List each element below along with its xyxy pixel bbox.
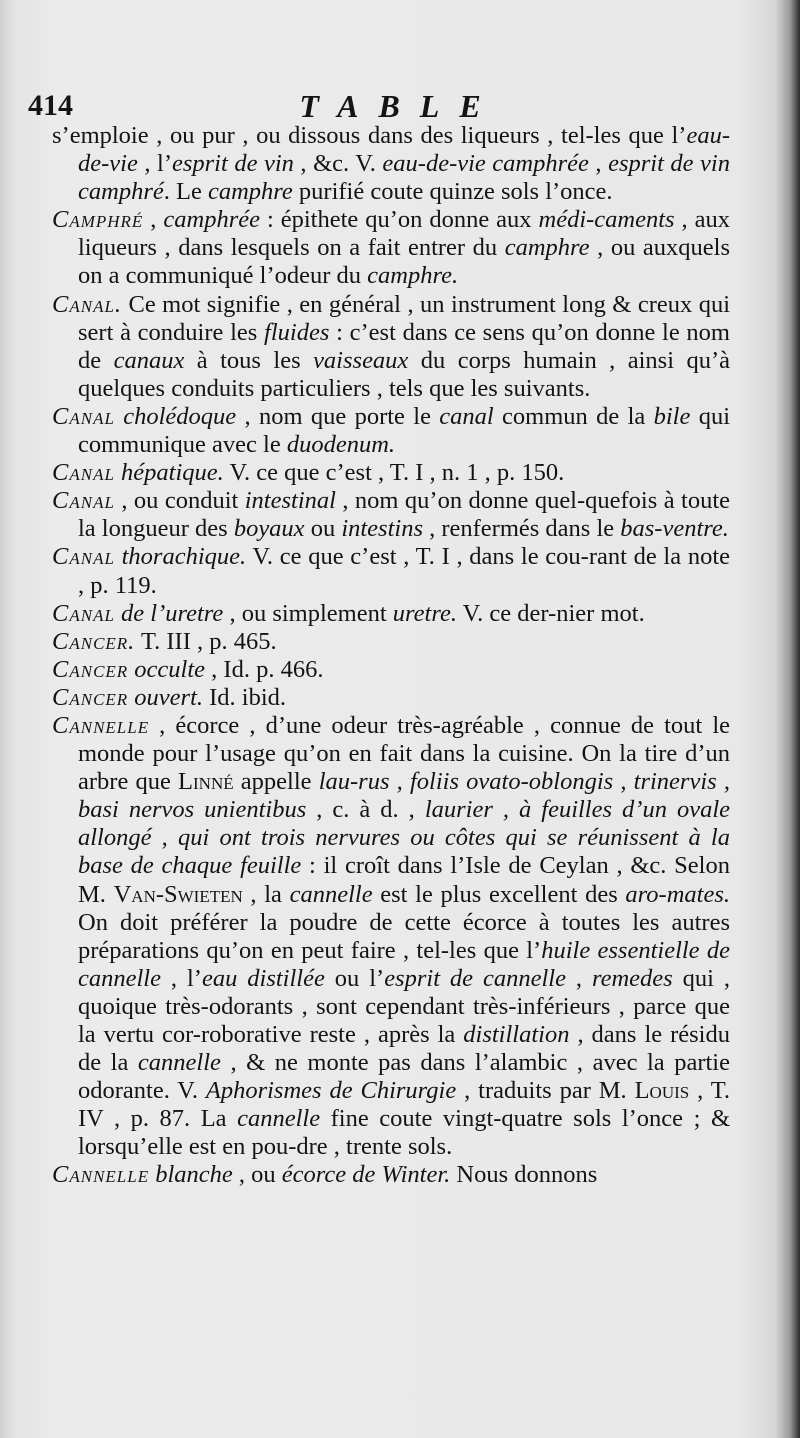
italic-text: vaisseaux bbox=[313, 346, 409, 374]
italic-text: cannelle bbox=[237, 1105, 321, 1133]
italic-text: eau-de-vie bbox=[78, 122, 730, 178]
index-text bbox=[52, 122, 730, 1190]
headword: Camphré bbox=[52, 206, 144, 234]
index-entry: Canal. Ce mot signifie , en général , un instrument long & creux qui sert à conduire les fluides : c’est dans ce sens qu’on donne le nom de canaux à tous les vaisseaux du corps humain , ainsi qu’à quelques conduits particuliers , tels que les suivants. bbox=[52, 290, 730, 402]
italic-text: uretre. bbox=[392, 599, 457, 627]
italic-text: esprit de cannelle bbox=[384, 964, 566, 992]
italic-text: huile essentielle de cannelle bbox=[78, 936, 730, 992]
italic-text: lau-rus , foliis ovato-oblongis , trinervis , basi nervos unientibus bbox=[78, 768, 730, 824]
italic-text: cholédoque bbox=[123, 402, 237, 430]
italic-text: intestins bbox=[341, 515, 423, 543]
index-entry: Canal , ou conduit intestinal , nom qu’on donne quel-quefois à toute la longueur des boyaux ou intestins , renfermés dans le bas-ventre. bbox=[52, 487, 730, 543]
running-title: TABLE bbox=[299, 88, 501, 124]
italic-text: camphre. bbox=[367, 262, 459, 290]
index-entry: Canal hépatique. V. ce que c’est , T. I , n. 1 , p. 150. bbox=[52, 459, 565, 487]
italic-text: intestinal bbox=[244, 487, 336, 515]
headword: Canal bbox=[52, 459, 115, 487]
italic-text: cannelle bbox=[289, 880, 373, 908]
italic-text: bas-ventre. bbox=[620, 515, 729, 543]
headword: Canal. bbox=[52, 290, 123, 318]
italic-text: remedes bbox=[591, 964, 673, 992]
page-number: 414 bbox=[28, 89, 73, 122]
italic-text: cannelle bbox=[137, 1049, 221, 1077]
index-entry: Canal thorachique. V. ce que c’est , T. I , dans le cou-rant de la note , p. 119. bbox=[52, 543, 730, 599]
italic-text: eau-de-vie camphrée bbox=[382, 150, 589, 178]
italic-text: camphrée bbox=[163, 206, 260, 234]
italic-text: camphre bbox=[504, 234, 590, 262]
italic-text: hépatique. bbox=[121, 459, 224, 487]
headword: Cancer bbox=[52, 683, 129, 711]
italic-text: bile bbox=[653, 402, 691, 430]
page-header bbox=[28, 86, 748, 126]
headword: Cancer. bbox=[52, 627, 136, 655]
index-entry: Canal de l’uretre , ou simplement uretre. V. ce der-nier mot. bbox=[52, 599, 645, 627]
italic-text: écorce de Winter. bbox=[281, 1161, 451, 1189]
italic-text: fluides bbox=[264, 318, 330, 346]
italic-text: duodenum. bbox=[286, 431, 396, 459]
index-entry: Cancer ouvert. Id. ibid. bbox=[52, 683, 287, 711]
index-entry: Cannelle , écorce , d’une odeur très-agréable , connue de tout le monde pour l’usage qu’on en fait dans la cuisine. On la tire d’un arbre que Linné appelle lau-rus , foliis ovato-oblongis , trinervis , basi nervos unientibus , c. à d. , laurier , à feuilles d’un ovale allongé , qui ont trois nervures ou côtes qui se réunissent à la base de chaque feuille : il croît dans l’Isle de Ceylan , &c. Selon M. Van-Swieten , la cannelle est le plus excellent des aro-mates. On doit préférer la poudre de cette écorce à toutes les autres préparations qu’on en peut faire , tel-les que l’huile essentielle de cannelle , l’eau distillée ou l’esprit de cannelle , remedes qui , quoique très-odorants , sont cependant très-inférieurs , parce que la vertu cor-roborative reste , après la distillation , dans le résidu de la cannelle , & ne monte pas dans l’alambic , avec la partie odorante. V. Aphorismes de Chirurgie , traduits par M. Louis , T. IV , p. 87. La cannelle fine coute vingt-quatre sols l’once ; & lorsqu’elle est en pou-dre , trente sols. bbox=[52, 711, 731, 1161]
italic-text: blanche bbox=[155, 1161, 233, 1189]
headword: Cancer bbox=[52, 655, 129, 683]
italic-text: Aphorismes de Chirurgie bbox=[205, 1077, 457, 1105]
small-caps-name: Louis bbox=[634, 1077, 690, 1105]
headword: Cannelle bbox=[52, 1161, 150, 1189]
headword: Canal bbox=[52, 599, 115, 627]
small-caps-name: Van-Swieten bbox=[113, 880, 243, 908]
index-entry: Cancer. T. III , p. 465. bbox=[52, 627, 277, 655]
italic-text: esprit de vin camphré bbox=[78, 150, 730, 206]
italic-text: aro-mates. bbox=[625, 880, 730, 908]
italic-text: esprit de vin bbox=[171, 150, 294, 178]
index-entry: s’emploie , ou pur , ou dissous dans des liqueurs , tel-les que l’eau-de-vie , l’esprit de vin , &c. V. eau-de-vie camphrée , esprit de vin camphré. Le camphre purifié coute quinze sols l’once. bbox=[52, 122, 730, 206]
headword: Canal bbox=[52, 487, 115, 515]
italic-text: boyaux bbox=[233, 515, 305, 543]
italic-text: canal bbox=[439, 402, 494, 430]
index-entry: Canal cholédoque , nom que porte le canal commun de la bile qui communique avec le duodenum. bbox=[52, 402, 731, 459]
italic-text: eau distillée bbox=[201, 964, 325, 992]
small-caps-name: Linné bbox=[178, 768, 234, 796]
italic-text: ouvert. bbox=[134, 683, 204, 711]
italic-text: distillation bbox=[463, 1021, 570, 1048]
headword: Canal bbox=[52, 543, 115, 571]
headword: Cannelle bbox=[52, 711, 150, 739]
index-entry: Cannelle blanche , ou écorce de Winter. Nous donnons bbox=[52, 1161, 598, 1189]
italic-text: médi-caments bbox=[538, 206, 675, 234]
index-entry: Cancer occulte , Id. p. 466. bbox=[52, 655, 324, 683]
italic-text: camphre bbox=[207, 178, 293, 206]
italic-text: thorachique. bbox=[121, 543, 247, 571]
italic-text: de l’uretre bbox=[121, 599, 224, 627]
italic-text: occulte bbox=[134, 655, 206, 683]
italic-text: canaux bbox=[113, 346, 185, 374]
index-entry: Camphré , camphrée : épithete qu’on donne aux médi-caments , aux liqueurs , dans lesquels on a fait entrer du camphre , ou auxquels on a communiqué l’odeur du camphre. bbox=[52, 206, 731, 290]
headword: Canal bbox=[52, 402, 115, 430]
italic-text: laurier , à feuilles d’un ovale allongé , qui ont trois nervures ou côtes qui se réunissent à la base de chaque feuille bbox=[78, 796, 730, 880]
